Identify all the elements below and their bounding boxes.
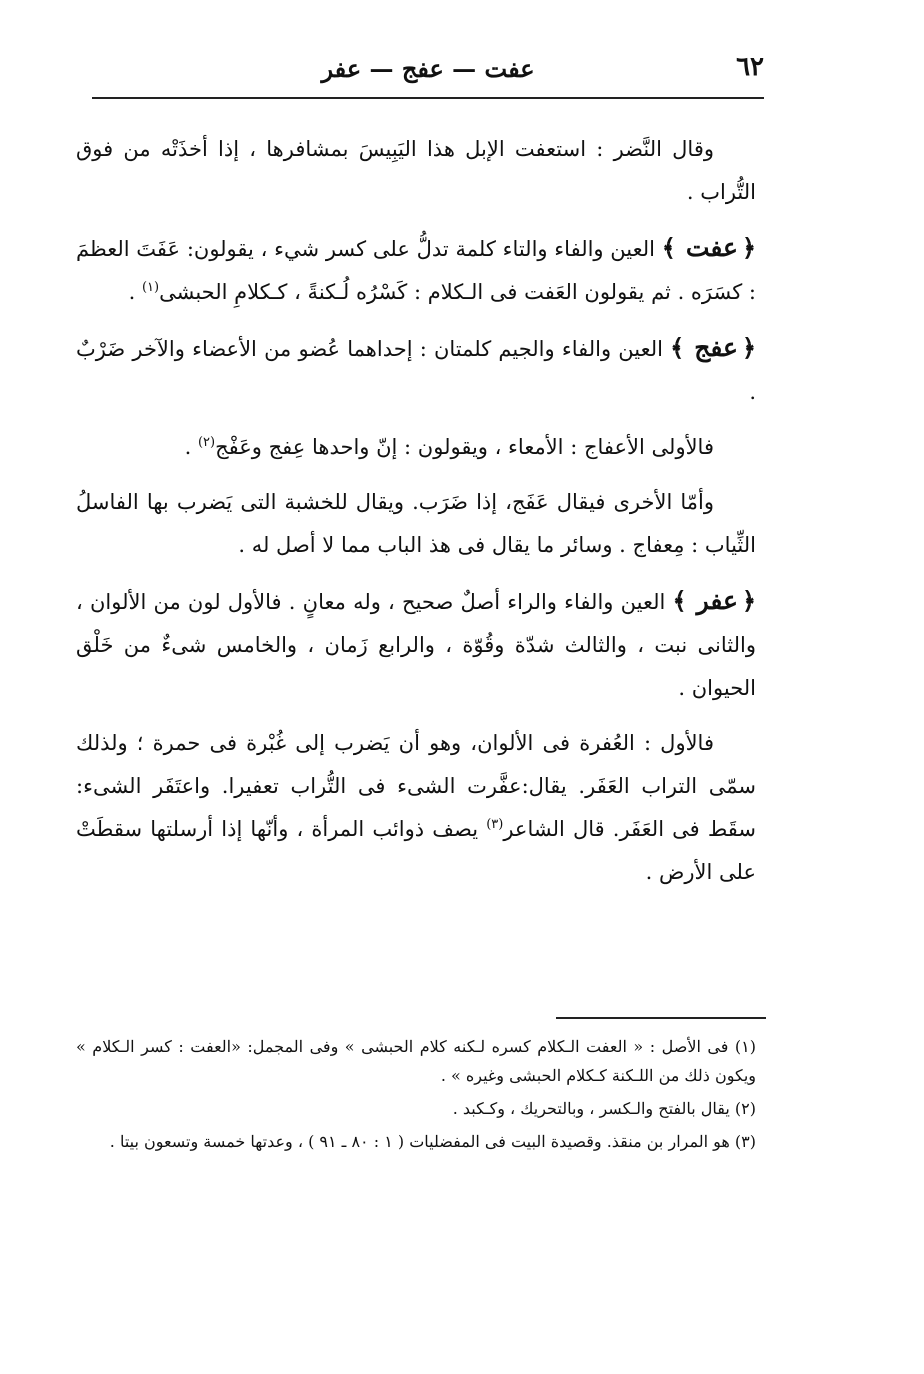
entry-afar [76, 579, 756, 710]
footnotes [76, 1032, 756, 1160]
footnote-ref-1: (١) [141, 280, 160, 295]
ornate-bracket-open: ﴿ [741, 233, 756, 262]
footnote-2: (٢) يقال بالفتح والـكسر ، وبالتحريك ، وكـكبد . [452, 1099, 756, 1118]
paragraph-nadr: وقال النَّضر : استعفت الإبل هذا اليَبِيسَ بمشافرها ، إذا أخذَتْه من فوق التُّراب . [76, 137, 756, 204]
entry-afat [76, 226, 756, 314]
footnote-1: (١) فى الأصل : « العفت الـكلام كسره لـكنه كلام الحبشى » وفى المجمل: «العفت : كسر الـكلام » ويكون ذلك من اللـكنة كـكلام الحبشى وغيره » . [76, 1037, 756, 1085]
entry-afat-end: . [128, 280, 136, 304]
entry-afaj [76, 326, 756, 414]
footnote-ref-2: (٢) [197, 435, 216, 450]
footnote-rule [556, 1017, 766, 1019]
paragraph-afaj-first [76, 426, 756, 469]
paragraph-afaj-first-text: فالأولى الأعفاج : الأمعاء ، ويقولون : إنّ واحدها عِفج وعَفْج [215, 435, 714, 459]
ornate-bracket-open: ﴿ [741, 333, 756, 362]
headword-afaj: عفج [694, 333, 738, 362]
ornate-bracket-close: ﴾ [672, 586, 687, 615]
paragraph-afar-first [76, 722, 756, 894]
ornate-bracket-close: ﴾ [670, 333, 685, 362]
headword-afar: عفر [696, 586, 738, 615]
paragraph-afar-first-text: فالأول : العُفرة فى الألوان، وهو أن يَضرب إلى غُبْرة فى حمرة ؛ ولذلك سمّى التراب العَفَر. يقال:عفَّرت الشىء فى التُّراب تعفيرا. واعتَفَر الشىء: سقَط فى العَفَر. قال الشاعر [76, 731, 756, 841]
ornate-bracket-open: ﴿ [741, 586, 756, 615]
paragraph-afaj-first-end: . [184, 435, 192, 459]
headword-afat: عفت [685, 233, 738, 262]
page-number: ٦٢ [736, 52, 764, 82]
ornate-bracket-close: ﴾ [661, 233, 676, 262]
entry-afar-text: العين والفاء والراء أصلٌ صحيح ، وله معانٍ . فالأول لون من الألوان ، والثانى نبت ، والثالث شدّة وقُوّة ، والرابع زَمان ، والخامس شىءٌ من خَلْق الحيوان . [76, 590, 756, 700]
footnote-ref-3: (٣) [486, 817, 504, 832]
entry-afat-text: العين والفاء والتاء كلمة تدلُّ على كسر شيء ، يقولون: عَفَتَ العظمَ : كسَرَه . ثم يقولون العَفت فى الـكلام : كَسْرُه لُـكنةً ، كـكلامِ الحبشى [76, 237, 756, 304]
running-head: عفت — عفج — عفر [321, 54, 535, 83]
main-text [76, 128, 756, 906]
entry-afaj-text: العين والفاء والجيم كلمتان : إحداهما عُضو من الأعضاء والآخر ضَرْبٌ . [76, 337, 756, 404]
footnote-3: (٣) هو المرار بن منقذ. وقصيدة البيت فى المفضليات ( ١ : ٨٠ ـ ٩١ ) ، وعدتها خمسة وتسعون بيتا . [109, 1132, 756, 1151]
paragraph-afar-first-end: يصف ذوائب المرأة ، وأنّها إذا أرسلتها سقطَتْ على الأرض . [76, 817, 756, 884]
header-rule [92, 97, 764, 99]
paragraph-afaj-second: وأمّا الأخرى فيقال عَفَج، إذا ضَرَب. ويقال للخشبة التى يَضرب بها الفاسلُ الثِّياب : مِعفاج . وسائر ما يقال فى هذ الباب مما لا أصل له . [76, 490, 756, 557]
page-header [92, 52, 764, 92]
